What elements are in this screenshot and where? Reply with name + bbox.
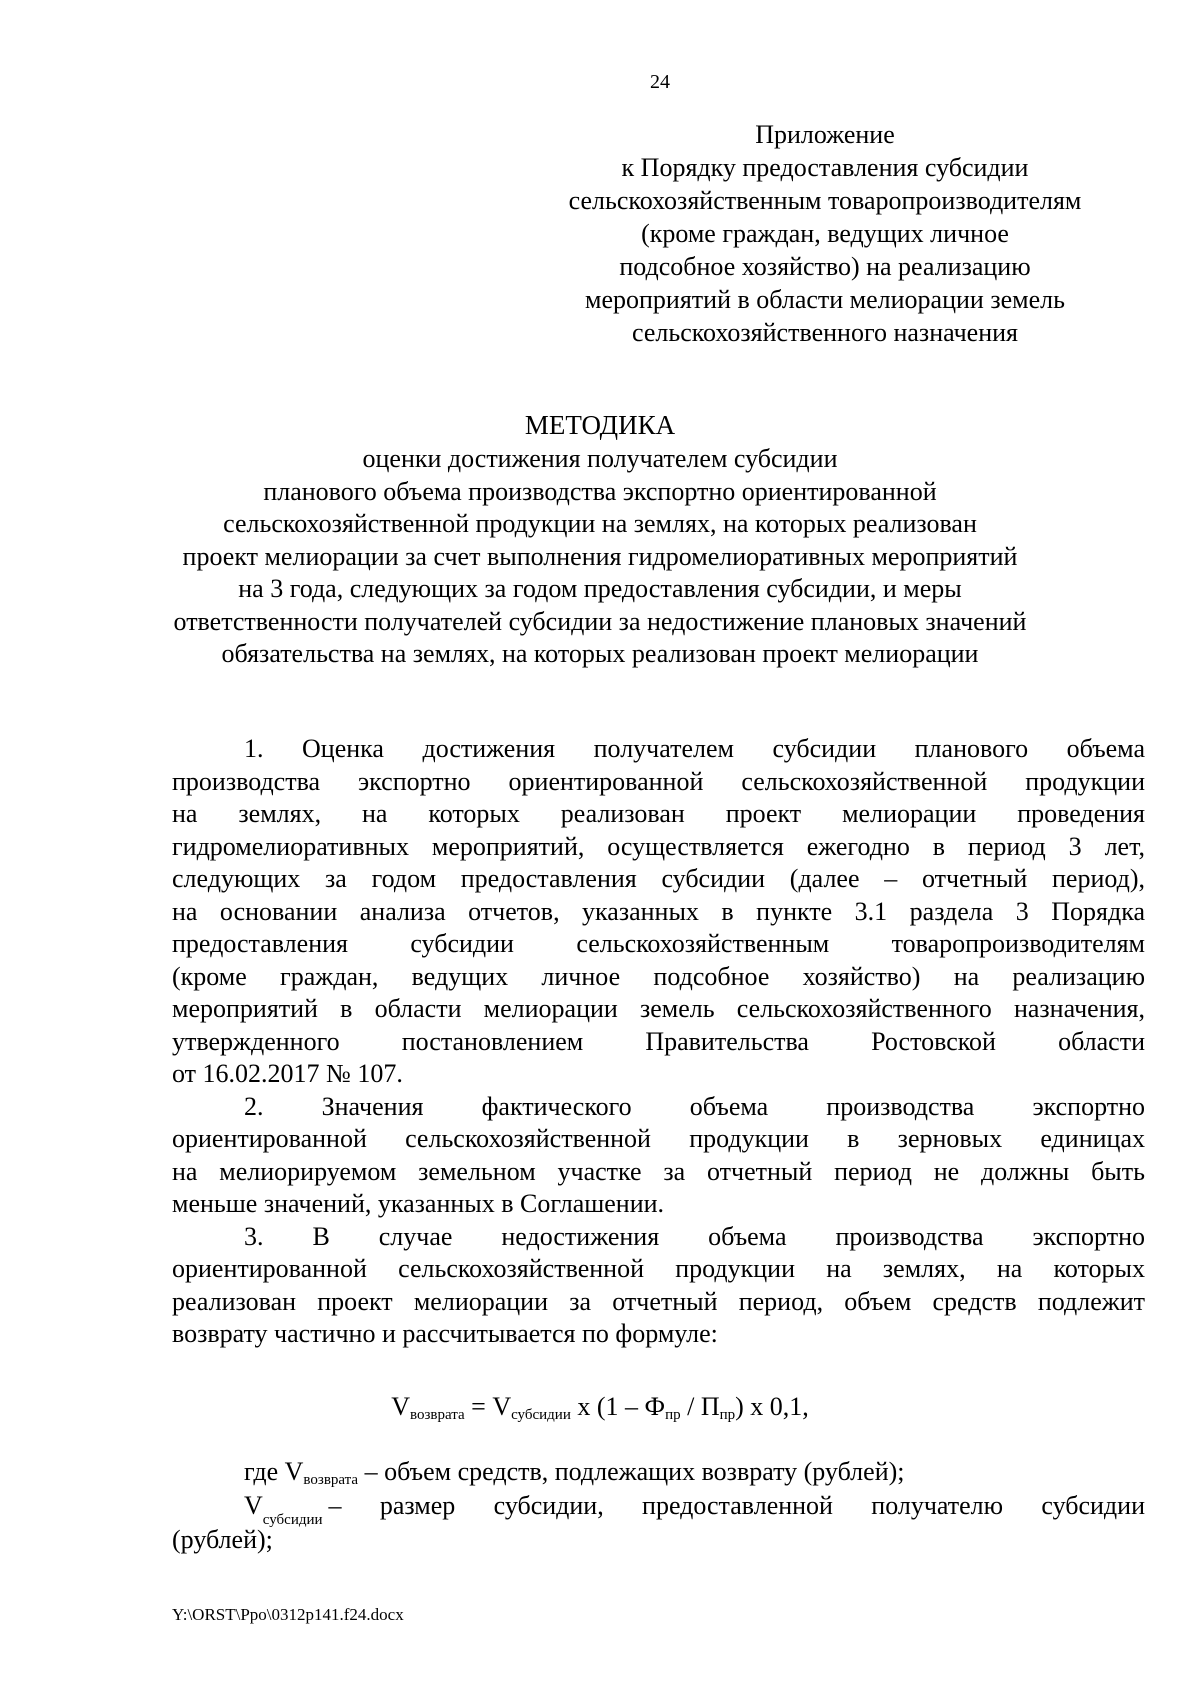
formula-text: ) x 0,1, <box>735 1392 809 1421</box>
paragraph-line: 2. Значения фактического объема производства экспортно <box>244 1091 1145 1121</box>
appendix-line: к Порядку предоставления субсидии <box>621 153 1029 182</box>
appendix-line: (кроме граждан, ведущих личное <box>641 219 1009 248</box>
formula-v: V <box>492 1392 512 1421</box>
paragraph-line: реализован проект мелиорации за отчетный период, объем средств подлежит <box>172 1286 1145 1316</box>
paragraph-line: на основании анализа отчетов, указанных в пункте 3.1 раздела 3 Порядка <box>172 896 1145 926</box>
definition-sub: возврата <box>303 1472 359 1488</box>
paragraph-line: мероприятий в области мелиорации земель сельскохозяйственного назначения, <box>172 994 1145 1023</box>
paragraph-line: следующих за годом предоставления субсидии (далее – отчетный период), <box>172 864 1145 893</box>
appendix-line: Приложение <box>755 120 895 149</box>
formula-sub: субсидии <box>511 1407 571 1423</box>
subtitle-line: проект мелиорации за счет выполнения гидромелиоративных мероприятий <box>182 541 1018 571</box>
formula-equals: = <box>464 1392 493 1421</box>
subtitle-line: ответственности получателей субсидии за недостижение плановых значений <box>173 606 1027 636</box>
page-number: 24 <box>650 71 670 93</box>
appendix-line: сельскохозяйственного назначения <box>631 318 1019 347</box>
paragraph-line: производства экспортно ориентированной сельскохозяйственной продукции <box>172 766 1145 796</box>
formula-text: / П <box>680 1392 720 1421</box>
document-body <box>172 733 1145 1351</box>
paragraph-line: 3. В случае недостижения объема производства экспортно <box>244 1221 1145 1251</box>
definition-return <box>172 1455 1145 1489</box>
subtitle-line: обязательства на землях, на которых реализован проект мелиорации <box>221 639 979 668</box>
paragraph-line: 1. Оценка достижения получателем субсидии планового объема <box>244 734 1145 763</box>
document-subtitle <box>0 443 1200 671</box>
subtitle-line: оценки достижения получателем субсидии <box>362 444 838 473</box>
paragraph-line: утвержденного постановлением Правительства Ростовской области <box>172 1026 1145 1056</box>
formula-text: x (1 – Ф <box>570 1392 666 1421</box>
subtitle-line: планового объема производства экспортно ориентированной <box>263 476 937 506</box>
formula-sub: пр <box>719 1407 736 1423</box>
subtitle-line: сельскохозяйственной продукции на землях, на которых реализован <box>223 509 977 538</box>
appendix-line: сельскохозяйственным товаропроизводителям <box>568 186 1082 215</box>
formula <box>0 1390 1200 1432</box>
definition-subsidy <box>172 1489 1145 1528</box>
formula-sub: пр <box>665 1407 681 1423</box>
paragraph-line: ориентированной сельскохозяйственной продукции на землях, на которых <box>172 1254 1145 1283</box>
paragraph-line: от 16.02.2017 № 107. <box>172 1059 403 1088</box>
paragraph-line: возврату частично и рассчитывается по формуле: <box>172 1319 718 1348</box>
paragraph-line: меньше значений, указанных в Соглашении. <box>172 1189 665 1218</box>
appendix-heading <box>475 118 1175 349</box>
definition-subsidy-cont: (рублей); <box>172 1525 273 1554</box>
document-title: МЕТОДИКА <box>524 410 676 440</box>
paragraph-line: гидромелиоративных мероприятий, осуществляется ежегодно в период 3 лет, <box>172 831 1145 861</box>
definition-sub: субсидии <box>262 1512 323 1528</box>
paragraph-line: на мелиорируемом земельном участке за отчетный период не должны быть <box>172 1156 1145 1186</box>
appendix-line: мероприятий в области мелиорации земель <box>585 285 1065 314</box>
paragraph-3 <box>172 1221 1145 1351</box>
definition-text: V <box>244 1491 263 1520</box>
paragraph-line: (кроме граждан, ведущих личное подсобное хозяйство) на реализацию <box>172 961 1145 991</box>
subtitle-line: на 3 года, следующих за годом предоставления субсидии, и меры <box>238 574 962 603</box>
formula-v: V <box>391 1392 410 1421</box>
paragraph-line: на землях, на которых реализован проект мелиорации проведения <box>172 799 1145 828</box>
paragraph-line: предоставления субсидии сельскохозяйственным товаропроизводителям <box>172 929 1145 958</box>
paragraph-1 <box>172 733 1145 1091</box>
formula-sub: возврата <box>409 1407 465 1423</box>
file-path-footer: Y:\ORST\Ppo\0312p141.f24.docx <box>172 1605 404 1624</box>
paragraph-2 <box>172 1091 1145 1221</box>
definition-text: – размер субсидии, предоставленной получателю субсидии <box>328 1491 1145 1520</box>
definition-text: где V <box>244 1457 304 1486</box>
appendix-line: подсобное хозяйство) на реализацию <box>619 252 1031 281</box>
paragraph-line: ориентированной сельскохозяйственной продукции в зерновых единицах <box>172 1124 1145 1153</box>
definition-text: – объем средств, подлежащих возврату (рублей); <box>358 1457 905 1486</box>
formula-definitions <box>172 1455 1145 1557</box>
